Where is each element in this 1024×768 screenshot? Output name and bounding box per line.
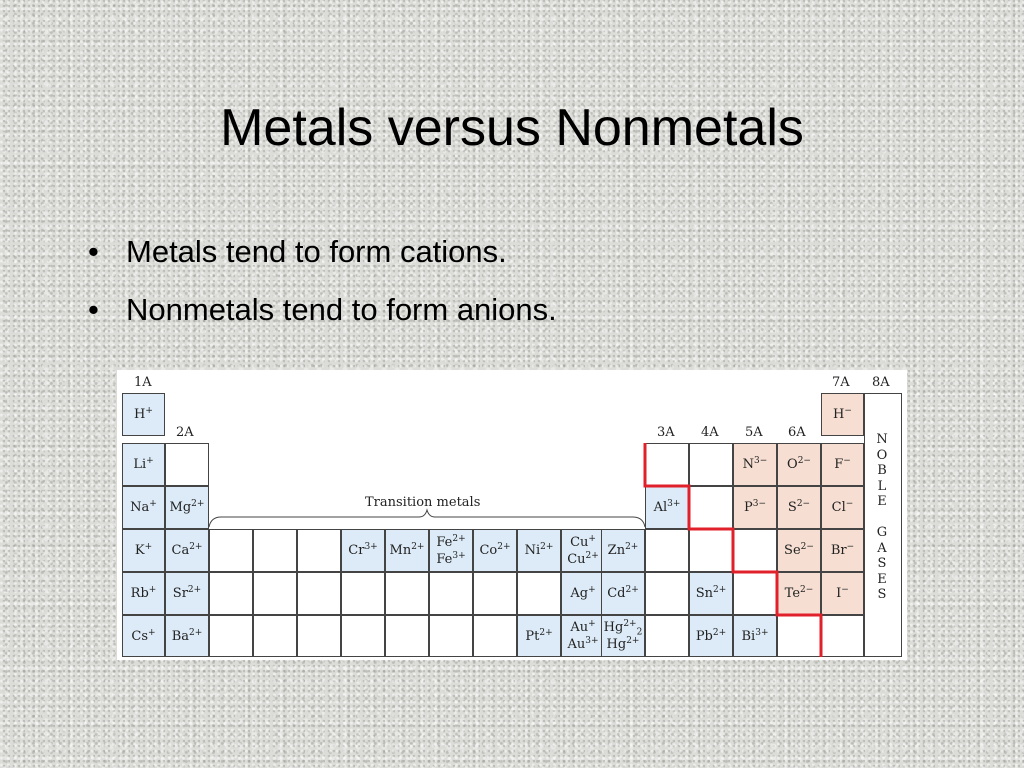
- transition-bracket: [209, 510, 645, 527]
- ion-hg-dimer: $Hg^{2+}_2$: [603, 619, 643, 638]
- ion-pb: $Pb^{2+}$: [695, 627, 727, 644]
- group-label-5a: 5A: [745, 425, 763, 440]
- ion-mg: $Mg^{2+}$: [169, 499, 205, 515]
- ion-co: $Co^{2+}$: [479, 542, 511, 558]
- ion-fe-2: $Fe^{2+}$: [436, 533, 466, 550]
- group-label-2a: 2A: [176, 425, 194, 440]
- slide-title: Metals versus Nonmetals: [220, 99, 804, 157]
- ion-cs: Cs+: [131, 627, 156, 644]
- ion-br: Br−: [830, 542, 855, 558]
- ion-p: $P^{3-}$: [743, 499, 767, 515]
- ion-cu-2: $Cu^{2+}$: [567, 550, 599, 567]
- ion-cd: $Cd^{2+}$: [607, 585, 639, 601]
- periodic-table-ions: [117, 370, 907, 660]
- ion-li: Li+: [133, 456, 154, 472]
- ion-f: F−: [834, 456, 851, 472]
- transition-metals-label: Transition metals: [365, 495, 481, 510]
- bullet-text: Nonmetals tend to form anions.: [126, 292, 557, 327]
- ion-ni: $Ni^{2+}$: [524, 542, 554, 558]
- ion-i: I−: [836, 585, 849, 601]
- ion-cr: $Cr^{3+}$: [348, 542, 378, 558]
- ion-pt: $Pt^{2+}$: [525, 627, 553, 644]
- ion-ag: Ag+: [570, 585, 596, 601]
- bullet-item-nonmetals: [88, 290, 557, 348]
- ion-cl: Cl−: [831, 499, 854, 515]
- group-label-6a: 6A: [788, 425, 806, 440]
- ion-te: $Te^{2-}$: [784, 585, 814, 601]
- ion-o: $O^{2-}$: [787, 456, 811, 472]
- ion-cu-1: Cu+: [570, 533, 596, 550]
- bullet-item-metals: [88, 232, 557, 290]
- group-label-4a: 4A: [701, 425, 719, 440]
- group-label-8a: 8A: [872, 375, 890, 390]
- ion-au-3: $Au^{3+}$: [567, 636, 599, 652]
- noble-gases-label: N O B L E G A S E S: [876, 432, 888, 602]
- group-label-3a: 3A: [657, 425, 675, 440]
- ion-bi: $Bi^{3+}$: [741, 627, 769, 644]
- ion-rb: Rb+: [130, 585, 157, 601]
- ion-fe-3: $Fe^{3+}$: [436, 550, 466, 567]
- ion-s: $S^{2-}$: [787, 499, 811, 515]
- ion-au-1: Au+: [570, 619, 596, 635]
- bullet-text: Metals tend to form cations.: [126, 234, 507, 269]
- bullet-dot-icon: •: [88, 292, 99, 327]
- bullet-list: [88, 232, 557, 348]
- ion-ca: $Ca^{2+}$: [171, 542, 203, 558]
- table-overlay: [117, 370, 907, 660]
- ion-ba: $Ba^{2+}$: [171, 627, 203, 644]
- ion-mn: $Mn^{2+}$: [389, 542, 425, 558]
- bullet-dot-icon: •: [88, 234, 99, 269]
- ion-sr: $Sr^{2+}$: [172, 585, 202, 601]
- ion-se: $Se^{2-}$: [784, 542, 814, 558]
- ion-al: $Al^{3+}$: [653, 499, 681, 515]
- ion-n: $N^{3-}$: [742, 456, 768, 472]
- group-label-1a: 1A: [134, 375, 152, 390]
- ion-na: Na+: [130, 499, 157, 515]
- ion-zn: $Zn^{2+}$: [607, 542, 639, 558]
- group-label-7a: 7A: [832, 375, 850, 390]
- ion-h-minus: H−: [833, 406, 852, 422]
- ion-k: K+: [134, 542, 153, 558]
- ion-sn: $Sn^{2+}$: [695, 585, 727, 601]
- ion-h-plus: H+: [134, 406, 153, 422]
- ion-hg: $Hg^{2+}$: [606, 636, 640, 652]
- metal-nonmetal-divider: [645, 443, 821, 657]
